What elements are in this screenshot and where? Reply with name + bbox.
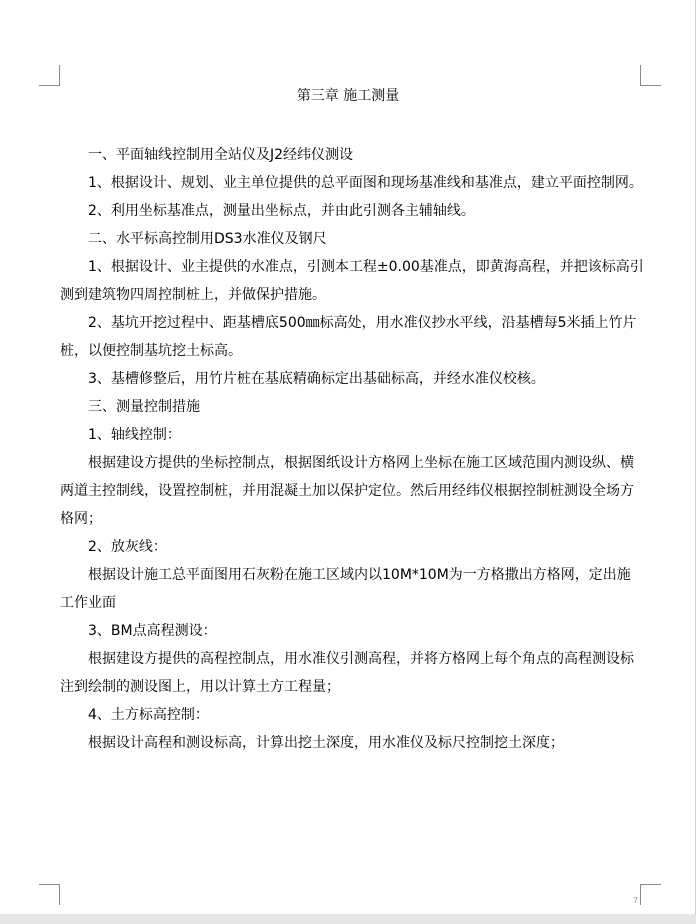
paragraph: 根据设计施工总平面图用石灰粉在施工区域内以10M*10M为一方格撒出方格网，定出施工作业面	[60, 567, 631, 611]
paragraph: 三、测量控制措施	[88, 399, 200, 415]
paragraph: 二、水平标高控制用DS3水准仪及钢尺	[88, 231, 327, 247]
paragraph: 根据建设方提供的高程控制点，用水准仪引测高程，并将方格网上每个角点的高程测设标注到绘制的测设图上，用以计算土方工程量；	[60, 651, 634, 695]
paragraph: 2、基坑开挖过程中、距基槽底500㎜标高处，用水准仪抄水平线，沿基槽每5米插上竹片桩，以便控制基坑挖土标高。	[60, 315, 637, 359]
page-number: 7	[633, 896, 639, 905]
paragraph: 1、轴线控制：	[88, 427, 181, 443]
paragraph: 2、利用坐标基准点，测量出坐标点，并由此引测各主辅轴线。	[88, 203, 475, 219]
margin-corner-top-left	[39, 65, 60, 86]
page-title: 第三章 施工测量	[296, 88, 400, 104]
margin-corner-top-right	[640, 65, 661, 86]
page-gap	[0, 914, 696, 924]
paragraph: 根据设计高程和测设标高，计算出挖土深度，用水准仪及标尺控制挖土深度；	[88, 735, 564, 751]
paragraph: 根据建设方提供的坐标控制点，根据图纸设计方格网上坐标在施工区域范围内测设纵、横两道主控制线，设置控制桩，并用混凝土加以保护定位。然后用经纬仪根据控制桩测设全场方格网；	[60, 455, 634, 527]
paragraph: 1、根据设计、规划、业主单位提供的总平面图和现场基准线和基准点，建立平面控制网。	[88, 175, 643, 191]
paragraph: 3、BM点高程测设：	[88, 623, 217, 639]
paragraph: 一、平面轴线控制用全站仪及J2经纬仪测设	[88, 147, 354, 163]
paragraph: 1、根据设计、业主提供的水准点，引测本工程±0.00基准点，即黄海高程，并把该标高引测到建筑物四周控制桩上，并做保护措施。	[60, 259, 644, 303]
margin-corner-bottom-right	[640, 884, 661, 905]
paragraph: 3、基槽修整后，用竹片桩在基底精确标定出基础标高，并经水准仪校核。	[88, 371, 545, 387]
paragraph: 4、土方标高控制：	[88, 707, 209, 723]
paragraph: 2、放灰线：	[88, 539, 167, 555]
margin-corner-bottom-left	[39, 884, 60, 905]
document-body	[60, 141, 644, 757]
